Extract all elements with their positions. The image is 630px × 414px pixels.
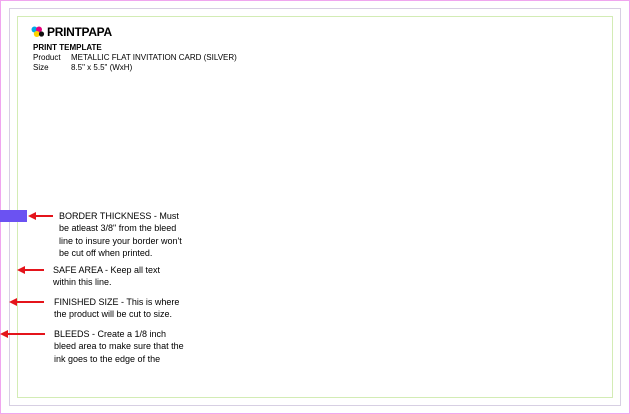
template-title: PRINT TEMPLATE [33,43,102,52]
template-header [33,43,237,73]
logo-text: PRINTPAPA [47,25,112,39]
border-thickness-swatch [0,210,27,222]
bleeds-note: BLEEDS - Create a 1/8 inch bleed area to make sure that the ink goes to the edge of the [54,329,184,364]
bleeds-arrow-icon [0,329,46,339]
product-value: METALLIC FLAT INVITATION CARD (SILVER) [71,53,237,62]
finished-size-note: FINISHED SIZE - This is where the product will be cut to size. [54,297,180,320]
product-row [33,53,237,63]
safe-area-arrow-icon [17,265,45,275]
size-value: 8.5" x 5.5" (WxH) [71,63,133,72]
printpapa-logo [31,26,112,38]
safe-area-note: SAFE AREA - Keep all text within this line. [53,265,161,288]
border-thickness-note: BORDER THICKNESS - Must be atleast 3/8" from the bleed line to insure your border won't be cut off when printed. [59,211,182,259]
printpapa-logo-icon [31,26,45,38]
size-row [33,63,237,73]
product-label: Product [33,53,61,62]
finished-size-arrow-icon [9,297,45,307]
size-label: Size [33,63,49,72]
border-thickness-arrow-icon [28,211,54,221]
